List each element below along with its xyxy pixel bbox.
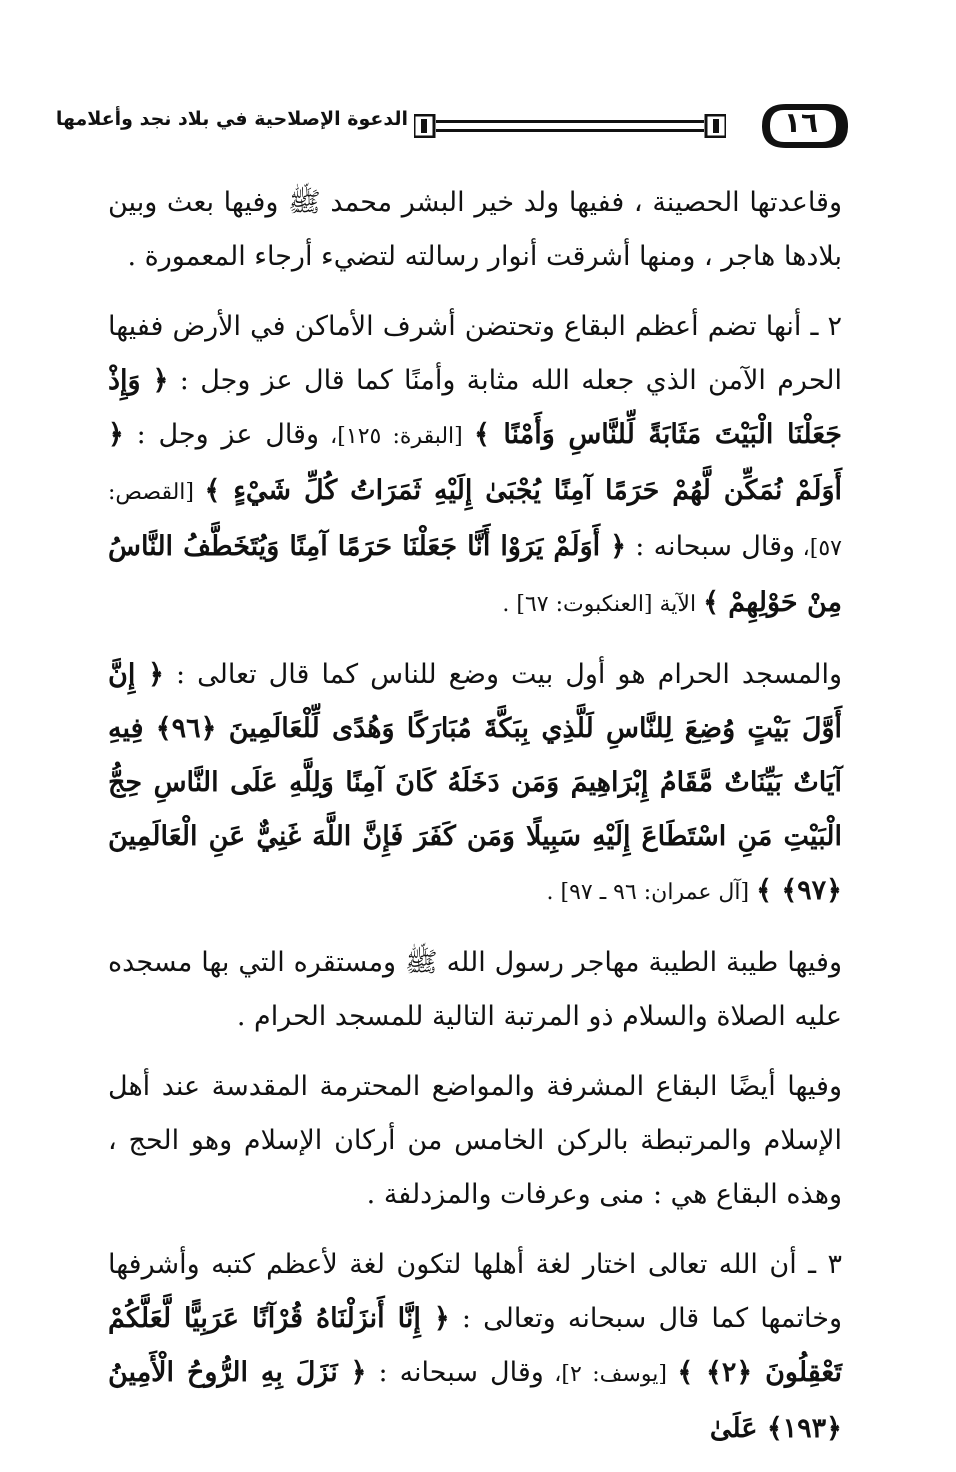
paragraph-text: وفيها أيضًا البقاع المشرفة والمواضع المحترمة المقدسة عند أهل الإسلام والمرتبطة بالركن الخامس من أركان الإسلام وهو الحج ، وهذه البقاع هي : منى وعرفات والمزدلفة . xyxy=(108,1071,842,1210)
quran-verse: ﴿ أَوَلَمْ يَرَوْا أَنَّا جَعَلْنَا حَرَمًا آمِنًا وَيُتَخَطَّفُ النَّاسُ مِنْ حَوْلِهِمْ ﴾ xyxy=(108,531,842,618)
quran-verse: ﴿ أَوَلَمْ نُمَكِّن لَّهُمْ حَرَمًا آمِنًا يُجْبَىٰ إِلَيْهِ ثَمَرَاتُ كُلِّ شَيْءٍ ﴾ xyxy=(108,419,842,506)
paragraph-text: وقال عز وجل : xyxy=(123,419,319,450)
verse-reference: [البقرة: ١٢٥]، xyxy=(319,424,474,449)
verse-reference: [القصص: ٥٧]، xyxy=(108,480,842,561)
body-text xyxy=(108,176,842,1472)
paragraph-text: وقاعدتها الحصينة ، ففيها ولد خير البشر محمد ﷺ وفيها بعث وبين بلادها هاجر ، ومنها أشرقت أنوار رسالته لتضيء أرجاء المعمورة . xyxy=(108,187,842,272)
paragraph-3 xyxy=(108,648,842,920)
paragraph-text: وقال سبحانه : xyxy=(626,531,796,562)
paragraph-text: ٢ ـ أنها تضم أعظم البقاع وتحتضن أشرف الأماكن في الأرض ففيها الحرم الآمن الذي جعله الله مثابة وأمنًا كما قال عز وجل : xyxy=(108,311,842,396)
paragraph-2 xyxy=(108,300,842,632)
quran-verse: ﴿ إِنَّا أَنزَلْنَاهُ قُرْآنًا عَرَبِيًّا لَّعَلَّكُمْ تَعْقِلُونَ ﴿٢﴾ ﴾ xyxy=(108,1303,842,1388)
page-header xyxy=(55,96,848,158)
verse-reference: [يوسف: ٢]، xyxy=(543,1362,678,1387)
paragraph-text: وقال سبحانه : xyxy=(366,1357,544,1388)
header-rule-ornament xyxy=(414,114,726,138)
paragraph-text: ٣ ـ أن الله تعالى اختار لغة أهلها لتكون لغة لأعظم كتبه وأشرفها وخاتمها كما قال سبحانه وتعالى : xyxy=(108,1249,842,1334)
paragraph-text: والمسجد الحرام هو أول بيت وضع للناس كما قال تعالى : xyxy=(164,659,842,690)
quran-verse: ﴿ وَإِذْ جَعَلْنَا الْبَيْتَ مَثَابَةً لِّلنَّاسِ وَأَمْنًا ﴾ xyxy=(108,365,842,450)
paragraph-4 xyxy=(108,936,842,1044)
paragraph-text: وفيها طيبة الطيبة مهاجر رسول الله ﷺ ومستقره التي بها مسجده عليه الصلاة والسلام ذو المرتبة التالية للمسجد الحرام . xyxy=(108,947,842,1032)
verse-reference: الآية [العنكبوت: ٦٧] . xyxy=(502,592,704,617)
page-number: ١٦ xyxy=(783,106,819,139)
paragraph-5 xyxy=(108,1060,842,1222)
running-title: الدعوة الإصلاحية في بلاد نجد وأعلامها xyxy=(55,108,408,130)
quran-verse: ﴿ نَزَلَ بِهِ الرُّوحُ الْأَمِينُ ﴿١٩٣﴾ عَلَىٰ xyxy=(108,1357,842,1444)
verse-reference: [آل عمران: ٩٦ ـ ٩٧] . xyxy=(546,880,757,905)
paragraph-1 xyxy=(108,176,842,284)
quran-verse: ﴿ إِنَّ أَوَّلَ بَيْتٍ وُضِعَ لِلنَّاسِ لَلَّذِي بِبَكَّةَ مُبَارَكًا وَهُدًى لِّلْعَالَمِينَ ﴿٩٦﴾ فِيهِ آيَاتٌ بَيِّنَاتٌ مَّقَامُ إِبْرَاهِيمَ وَمَن دَخَلَهُ كَانَ آمِنًا وَلِلَّهِ عَلَى النَّاسِ حِجُّ الْبَيْتِ مَنِ اسْتَطَاعَ إِلَيْهِ سَبِيلًا وَمَن كَفَرَ فَإِنَّ اللَّهَ غَنِيٌّ عَنِ الْعَالَمِينَ ﴿٩٧﴾ ﴾ xyxy=(108,659,842,906)
paragraph-6 xyxy=(108,1238,842,1456)
